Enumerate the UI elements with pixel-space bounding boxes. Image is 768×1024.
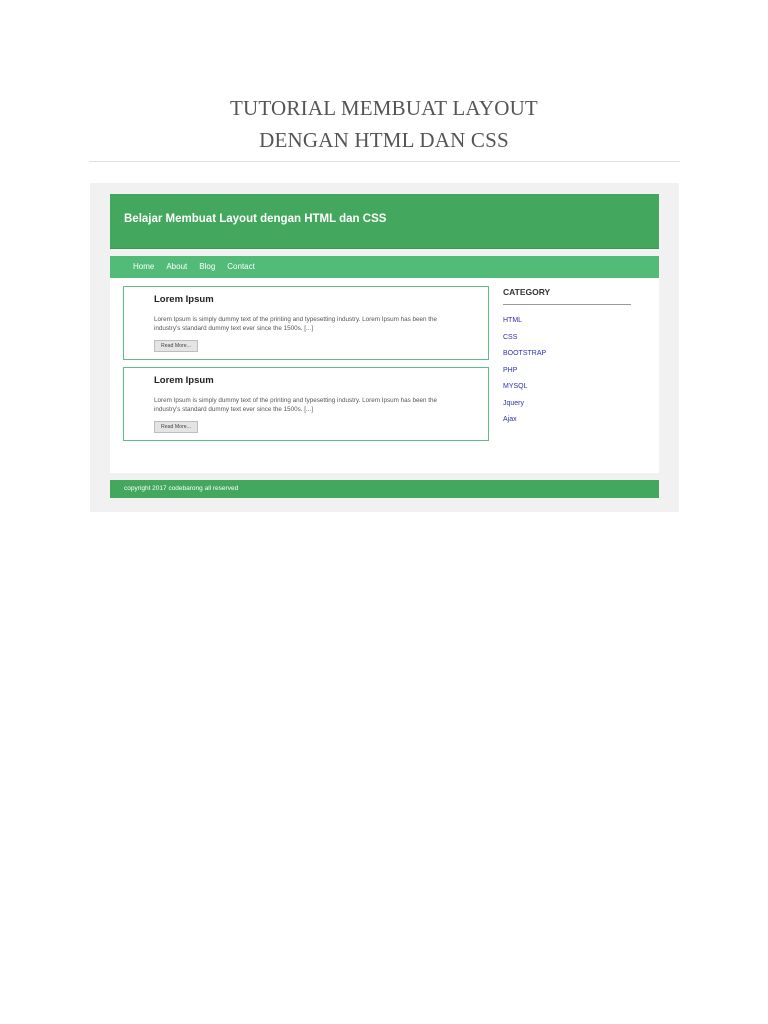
category-link-php[interactable]: PHP bbox=[503, 366, 518, 374]
site-title: Belajar Membuat Layout dengan HTML dan CSS bbox=[124, 213, 387, 225]
website-screenshot bbox=[90, 183, 679, 512]
content-area bbox=[110, 278, 659, 473]
post-card bbox=[123, 367, 489, 441]
category-link-html[interactable]: HTML bbox=[503, 317, 523, 324]
post-excerpt: Lorem Ipsum is simply dummy text of the printing and typesetting industry. Lorem Ipsum has been the industry's standard dummy text ever since the 1500s. [...] bbox=[154, 316, 438, 332]
site-header bbox=[110, 194, 659, 249]
post-card bbox=[123, 286, 489, 360]
post-excerpt: Lorem Ipsum is simply dummy text of the printing and typesetting industry. Lorem Ipsum has been the industry's standard dummy text ever since the 1500s. [...] bbox=[154, 397, 438, 413]
document-title-line-1: TUTORIAL MEMBUAT LAYOUT bbox=[230, 96, 538, 120]
category-list bbox=[503, 313, 631, 429]
category-link-jquery[interactable]: Jquery bbox=[503, 399, 525, 407]
category-divider bbox=[503, 304, 631, 305]
category-link-css[interactable]: CSS bbox=[503, 333, 518, 341]
read-more-button[interactable]: Read More... bbox=[154, 340, 198, 352]
site-footer bbox=[110, 480, 659, 498]
document-title bbox=[0, 92, 768, 156]
title-divider bbox=[89, 161, 680, 162]
category-heading: CATEGORY bbox=[503, 287, 551, 297]
nav-blog-link[interactable]: Blog bbox=[199, 262, 216, 271]
document-title-line-2: DENGAN HTML DAN CSS bbox=[259, 128, 509, 152]
post-title: Lorem Ipsum bbox=[154, 375, 214, 386]
category-sidebar bbox=[503, 287, 631, 429]
nav-list bbox=[133, 256, 267, 278]
nav-about-link[interactable]: About bbox=[166, 262, 188, 271]
read-more-button[interactable]: Read More... bbox=[154, 421, 198, 433]
category-link-ajax[interactable]: Ajax bbox=[503, 416, 517, 423]
category-link-bootstrap[interactable]: BOOTSTRAP bbox=[503, 350, 547, 357]
nav-home-link[interactable]: Home bbox=[133, 262, 155, 271]
site-nav bbox=[110, 256, 659, 278]
nav-contact-link[interactable]: Contact bbox=[227, 262, 255, 271]
copyright-text: copyright 2017 codebarong all reserved bbox=[124, 485, 239, 492]
post-title: Lorem Ipsum bbox=[154, 294, 214, 305]
category-link-mysql[interactable]: MYSQL bbox=[503, 383, 528, 390]
